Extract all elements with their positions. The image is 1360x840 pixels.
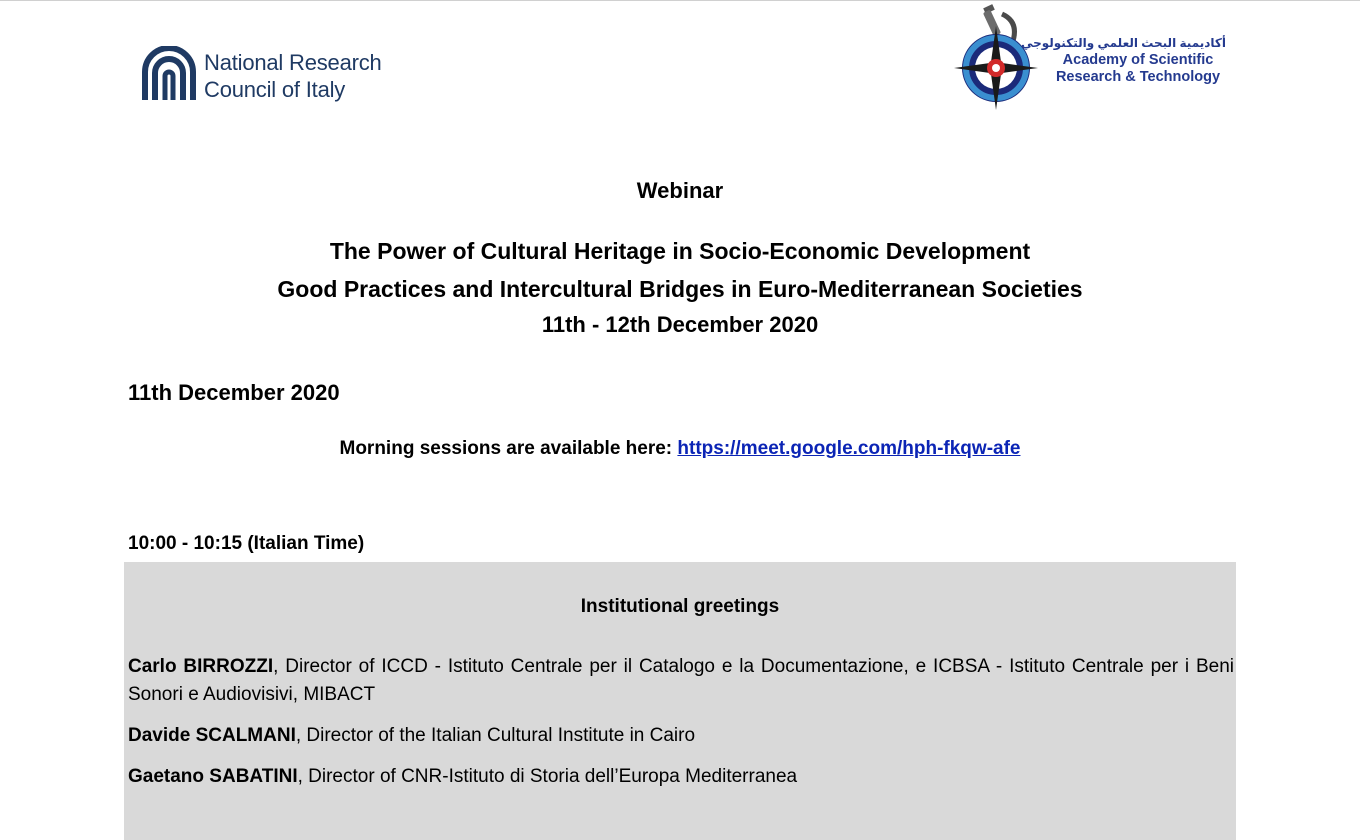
asrt-emblem-icon: [950, 4, 1046, 112]
event-title-line2: Good Practices and Intercultural Bridges in Euro-Mediterranean Societies: [277, 276, 1083, 302]
speaker-role: , Director of ICCD - Istituto Centrale per il Catalogo e la Documentazione, e ICBSA - Istituto Centrale per i Beni Sonori e Audiovisivi, MIBACT: [128, 656, 1234, 705]
event-title-line1: The Power of Cultural Heritage in Socio-Economic Development: [329, 238, 1031, 264]
speaker-item: [128, 722, 1234, 750]
asrt-logo-line2: Research & Technology: [1055, 69, 1221, 85]
speaker-name: Carlo BIRROZZI: [128, 656, 274, 677]
speaker-name: Davide SCALMANI: [128, 725, 296, 746]
event-dates: 11th - 12th December 2020: [541, 312, 819, 337]
cnr-logo-text: [204, 49, 382, 103]
day-heading: 11th December 2020: [128, 380, 340, 405]
asrt-logo-english: [1046, 52, 1230, 86]
top-divider: [0, 0, 1360, 1]
speaker-role: , Director of CNR-Istituto di Storia dell’Europa Mediterranea: [297, 766, 798, 787]
session-access-line: [0, 438, 1360, 460]
asrt-logo-line1: Academy of Scientific: [1062, 52, 1214, 68]
speaker-item: [128, 763, 1234, 791]
speaker-role: , Director of the Italian Cultural Institute in Cairo: [295, 725, 696, 746]
cnr-logo-icon: [137, 46, 201, 102]
speaker-name: Gaetano SABATINI: [128, 766, 298, 787]
event-type-label: Webinar: [636, 178, 724, 203]
greetings-title: Institutional greetings: [580, 596, 780, 617]
cnr-logo-line1: National Research: [204, 50, 382, 75]
meet-link[interactable]: https://meet.google.com/hph-fkqw-afe: [677, 438, 1021, 459]
session-access-prefix: Morning sessions are available here:: [339, 438, 678, 459]
asrt-logo-arabic: أكاديمية البحث العلمي والتكنولوجي: [1020, 36, 1226, 50]
time-slot: 10:00 - 10:15 (Italian Time): [128, 533, 365, 554]
speaker-item: [128, 653, 1234, 709]
asrt-logo: [950, 4, 1240, 114]
greetings-section: [124, 562, 1236, 840]
cnr-logo: [137, 46, 397, 106]
cnr-logo-line2: Council of Italy: [204, 77, 346, 102]
